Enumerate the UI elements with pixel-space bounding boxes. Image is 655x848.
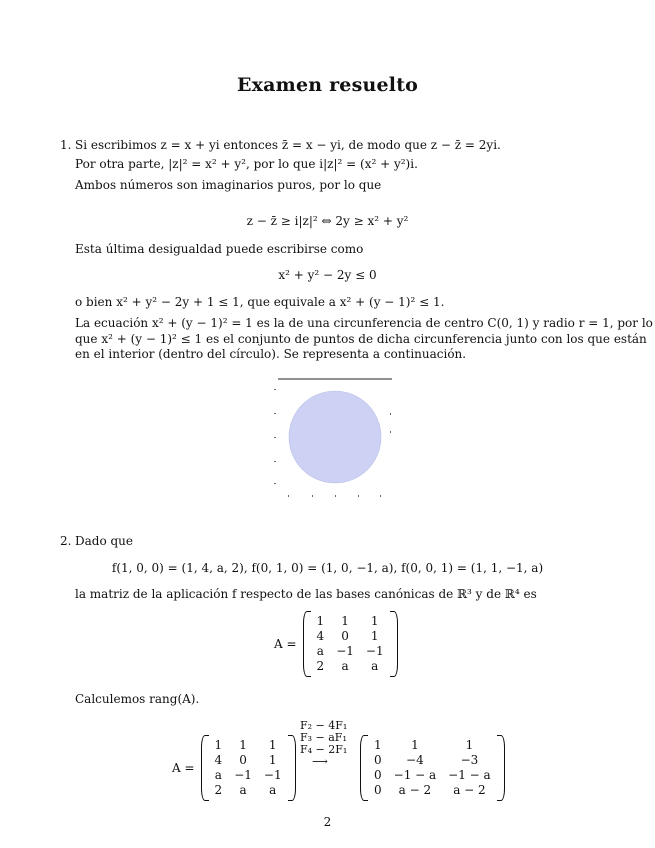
matrix-row — [311, 629, 390, 644]
matrix-cell: a − 2 — [453, 783, 486, 797]
matrix-cell: 4 — [316, 629, 325, 643]
matrix-cell: −1 − a — [393, 768, 437, 782]
matrix-cell: 1 — [370, 629, 379, 643]
matrix-A-left-paren — [303, 611, 311, 677]
matrix-cell: 1 — [374, 738, 382, 752]
matrix-cell: 1 — [239, 738, 247, 752]
matrix-cell: −1 − a — [448, 768, 491, 782]
matrix-cell: 1 — [465, 738, 474, 752]
page-number: 2 — [323, 815, 332, 829]
matrix-B-right-paren — [497, 735, 505, 801]
matrix-A2 — [209, 738, 288, 798]
matrix-row — [209, 783, 288, 798]
matrix-B-left-paren — [360, 735, 368, 801]
q1-line-2: Por otra parte, |z|² = x² + y², por lo que i|z|² = (x² + y²)i. — [75, 157, 418, 171]
matrix-row — [368, 783, 497, 798]
q1-equation-1: z − z̄ ≥ i|z|² ⇔ 2y ≥ x² + y² — [246, 214, 409, 228]
matrix-cell: 0 — [374, 753, 382, 767]
page-title: Examen resuelto — [236, 74, 419, 96]
q1-number: 1. — [60, 138, 72, 152]
disk-shape — [289, 391, 381, 483]
matrix-row — [209, 768, 288, 783]
matrix-cell: 1 — [268, 738, 277, 752]
matrix-B-block — [360, 736, 505, 800]
matrix-cell: 1 — [268, 753, 277, 767]
q1-equation-2: x² + y² − 2y ≤ 0 — [278, 268, 377, 282]
matrix-A-label: A = — [274, 637, 297, 651]
matrix-cell: 1 — [411, 738, 419, 752]
matrix-cell: a — [371, 659, 379, 673]
matrix-row — [368, 738, 497, 753]
q1-line-3: Ambos números son imaginarios puros, por lo que — [75, 178, 382, 192]
q1-line-7: que x² + (y − 1)² ≤ 1 es el conjunto de puntos de dicha circunferencia junto con los que están — [75, 332, 647, 346]
matrix-cell: 1 — [370, 614, 379, 628]
matrix-A2-left-paren — [201, 735, 209, 801]
row-op-1: F₂ − 4F₁ — [300, 719, 348, 732]
matrix-cell: 0 — [341, 629, 349, 643]
q1-line-8: en el interior (dentro del círculo). Se representa a continuación. — [75, 347, 467, 361]
matrix-cell: 4 — [214, 753, 223, 767]
circle-figure — [268, 375, 398, 503]
matrix-row — [311, 644, 390, 659]
q2-equation-1: f(1, 0, 0) = (1, 4, a, 2), f(0, 1, 0) = (1, 0, −1, a), f(0, 0, 1) = (1, 1, −1, a) — [111, 561, 544, 575]
matrix-A — [311, 614, 390, 674]
matrix-cell: 2 — [214, 783, 223, 797]
matrix-cell: a — [316, 644, 324, 658]
row-operations — [300, 720, 347, 768]
matrix-A2-label: A = — [172, 761, 195, 775]
matrix-cell: −1 — [365, 644, 384, 658]
matrix-row — [311, 659, 390, 674]
matrix-A2-block — [172, 736, 296, 800]
matrix-cell: a — [239, 783, 247, 797]
q1-line-1: Si escribimos z = x + yi entonces z̄ = x − yi, de modo que z − z̄ = 2yi. — [75, 138, 501, 152]
q2-line-3: Calculemos rang(A). — [75, 692, 200, 706]
matrix-cell: 2 — [316, 659, 325, 673]
matrix-cell: −1 — [336, 644, 354, 658]
matrix-A-right-paren — [390, 611, 398, 677]
matrix-cell: 0 — [374, 768, 382, 782]
row-op-2: F₃ − aF₁ — [300, 731, 347, 744]
matrix-row — [209, 738, 288, 753]
matrix-row — [311, 614, 390, 629]
matrix-cell: a — [269, 783, 277, 797]
q2-line-2: la matriz de la aplicación f respecto de las bases canónicas de ℝ³ y de ℝ⁴ es — [75, 587, 537, 601]
matrix-cell: a — [214, 768, 222, 782]
matrix-cell: 1 — [214, 738, 223, 752]
q2-number: 2. — [60, 534, 72, 548]
matrix-cell: 1 — [341, 614, 349, 628]
q1-line-6: La ecuación x² + (y − 1)² = 1 es la de una circunferencia de centro C(0, 1) y radio r = 1, por lo — [75, 316, 653, 330]
q2-line-1: Dado que — [75, 534, 134, 548]
matrix-cell: 0 — [374, 783, 382, 797]
arrow-icon: ⟶ — [312, 755, 328, 768]
matrix-cell: a — [341, 659, 349, 673]
matrix-cell: −4 — [406, 753, 424, 767]
matrix-cell: −3 — [460, 753, 479, 767]
matrix-cell: 0 — [239, 753, 247, 767]
matrix-cell: −1 — [234, 768, 252, 782]
q1-line-5: o bien x² + y² − 2y + 1 ≤ 1, que equivale a x² + (y − 1)² ≤ 1. — [75, 295, 445, 309]
matrix-B — [368, 738, 497, 798]
row-op-3: F₄ − 2F₁ — [300, 743, 348, 756]
matrix-A-block — [274, 612, 398, 676]
matrix-cell: 1 — [316, 614, 325, 628]
q1-line-4: Esta última desigualdad puede escribirse como — [75, 242, 364, 256]
matrix-cell: a − 2 — [398, 783, 432, 797]
matrix-A2-right-paren — [288, 735, 296, 801]
matrix-cell: −1 — [263, 768, 282, 782]
matrix-row — [368, 753, 497, 768]
matrix-row — [209, 753, 288, 768]
matrix-row — [368, 768, 497, 783]
